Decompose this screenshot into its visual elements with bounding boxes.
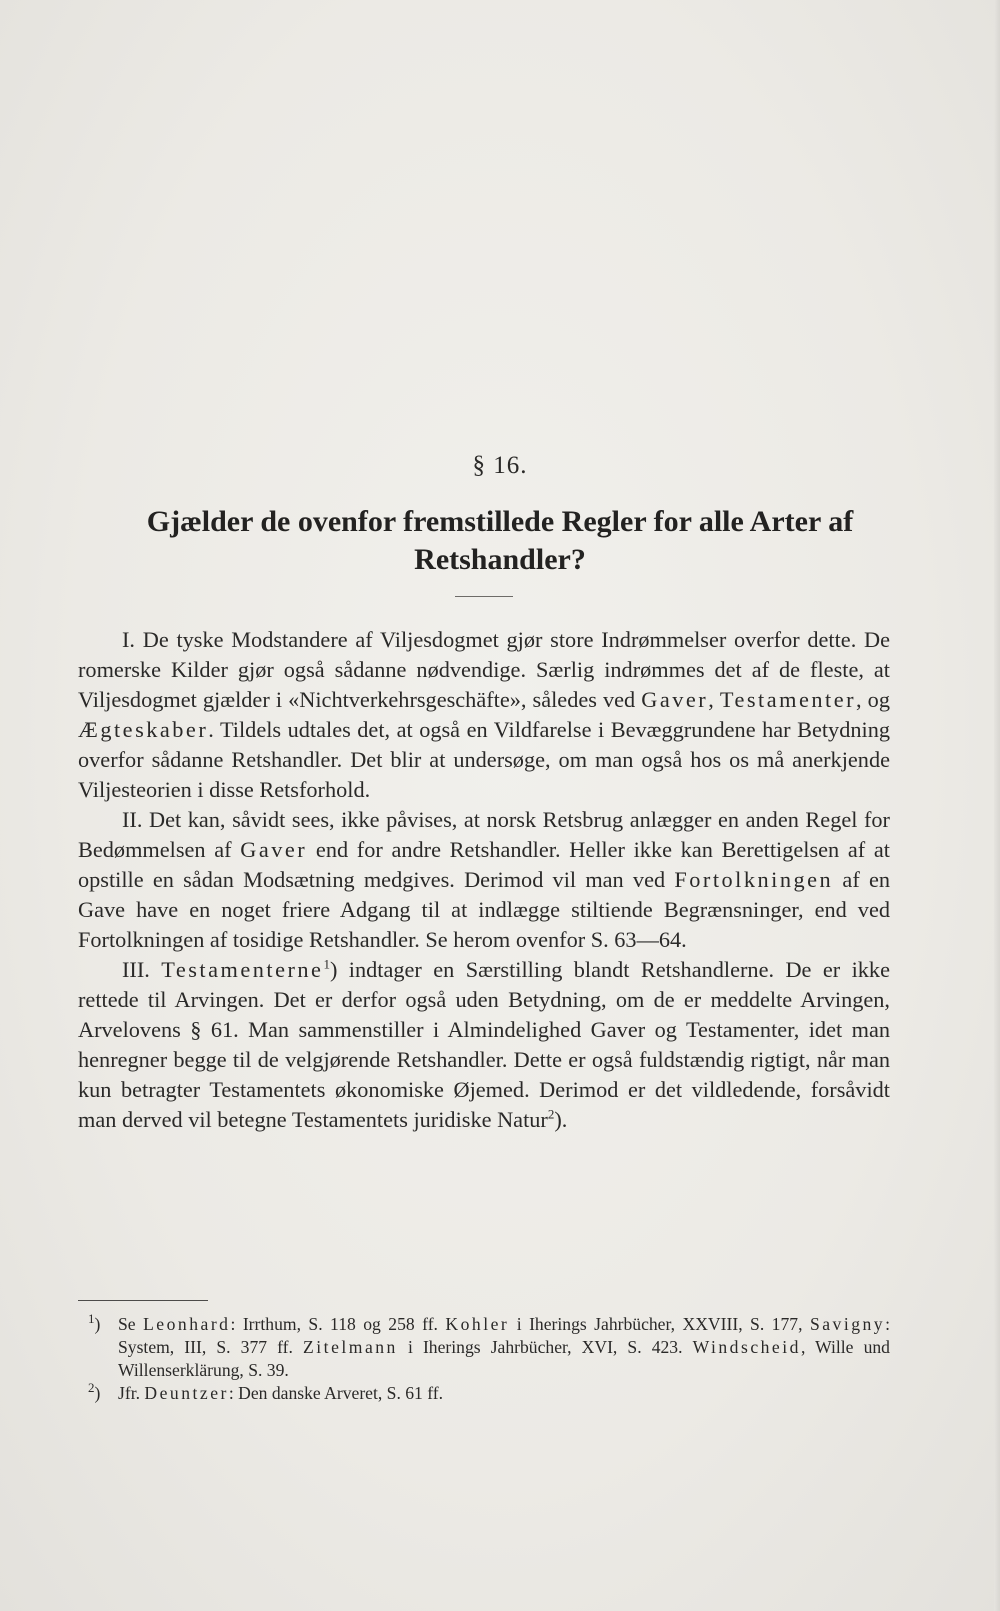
footnote-number: $^1$) [88, 1311, 101, 1334]
text-run: I. De tyske Modstandere af Viljesdogmet gjør store Indrømmelser overfor dette. De romerske Kilder gjør også sådanne nødvendige. Særlig indrømmes det af de fleste, at Viljesdogmet gjælder i «Nichtverkehrsgeschäfte», således ved [78, 627, 890, 712]
footnote-1 [88, 1313, 890, 1382]
author-name: Zitelmann [303, 1337, 398, 1357]
text-run: ). [554, 1107, 568, 1132]
spaced-word: Testamenter [719, 687, 857, 712]
author-name: Savigny [809, 1314, 886, 1334]
text-run: i Iherings Jahrbücher, XXVIII, S. 177, [509, 1314, 810, 1334]
footnote-marker: 1 [88, 1311, 95, 1327]
footnote-2 [88, 1382, 890, 1405]
text-run: : System, III, S. 377 ff. [118, 1314, 890, 1357]
text-run: III. [122, 957, 162, 982]
author-name: Deuntzer [144, 1383, 229, 1403]
text-run: : Irrthum, S. 118 og 258 ff. [230, 1314, 446, 1334]
spaced-word: Testamenterne [161, 957, 324, 982]
spaced-word: Gaver [641, 687, 709, 712]
body-text [78, 625, 890, 1135]
title-divider [455, 596, 513, 597]
footnote-marker: 2 [88, 1380, 95, 1396]
paragraph-3 [78, 955, 890, 1135]
footnote-number: $^2$) [88, 1380, 101, 1403]
text-run: , Wille und Willenserklärung, S. 39. [118, 1337, 890, 1380]
text-run: Jfr. [118, 1383, 145, 1403]
text-run: end for andre Retshandler. Heller ikke kan Berettigelsen af at opstille en sådan Modsætning medgives. Derimod vil man ved [78, 837, 890, 892]
spaced-word: Ægteskaber [78, 717, 209, 742]
paragraph-2 [78, 805, 890, 955]
text-run: . Tildels udtales det, at også en Vildfarelse i Bevæggrundene har Betydning overfor sådanne Retshandler. Det blir at undersøge, om man også hos os må anerkjende Viljesteorien i disse Retsforhold. [78, 717, 890, 802]
author-name: Kohler [445, 1314, 510, 1334]
section-number: § 16. [472, 452, 528, 479]
footnotes [88, 1313, 890, 1405]
text-run: i Iherings Jahrbücher, XVI, S. 423. [397, 1337, 693, 1357]
paragraph-1 [78, 625, 890, 805]
author-name: Leonhard [143, 1314, 231, 1334]
text-run: : Den danske Arveret, S. 61 ff. [228, 1383, 444, 1403]
text-run: II. Det kan, såvidt sees, ikke påvises, at norsk Retsbrug anlægger en anden Regel for Bedømmelsen af [78, 807, 890, 862]
author-name: Windscheid [692, 1337, 801, 1357]
spaced-word: Fortolkningen [674, 867, 834, 892]
footnote-ref-2[interactable]: 2 [547, 1106, 555, 1122]
footnote-ref-1[interactable]: 1 [323, 956, 330, 972]
footnote-divider [78, 1300, 208, 1301]
page-edge [994, 0, 1000, 1611]
spaced-word: Gaver [240, 837, 308, 862]
text-run: , og [856, 687, 890, 712]
text-run: ) indtager en Særstilling blandt Retshandlerne. De er ikke rettede til Arvingen. Det er derfor også uden Betydning, om de er meddelte Arvingen, Arvelovens § 61. Man sammenstiller i Almindelighed Gaver og Testamenter, idet man henregner begge til de velgjørende Retshandler. Dette er også fuldstændig rigtigt, når man kun betragter Testamentets økonomiske Øjemed. Derimod er det vildledende, forsåvidt man derved vil betegne Testamentets juridiske Natur [78, 957, 890, 1132]
chapter-title: Gjælder de ovenfor fremstillede Regler for alle Arter af Retshandler? [146, 505, 854, 576]
text-run: Se [118, 1314, 144, 1334]
text-run: af en Gave have en noget friere Adgang til at indlægge stiltiende Begrænsninger, end ved Fortolkningen af tosidige Retshandler. Se herom ovenfor S. 63—64. [78, 867, 891, 952]
text-run: , [708, 687, 720, 712]
